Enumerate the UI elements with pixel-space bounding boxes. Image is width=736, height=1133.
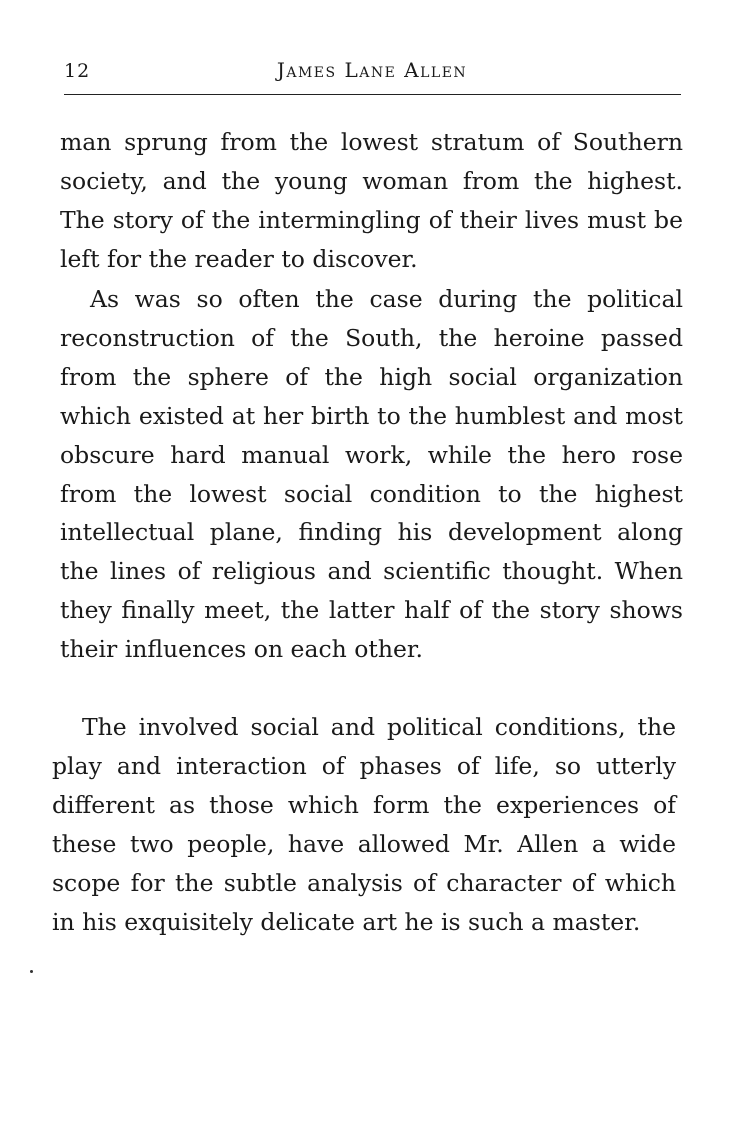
paragraph-2: As was so often the case during the political reconstruction of the South, the heroine passed from the sphere of the high social organization which existed at her birth to the humblest and most obscure hard manual work, while the hero rose from the lowest social condition to the highest intellectual plane, finding his development along the lines of religious and scientific thought. When they finally meet, the latter half of the story shows their influences on each other.	[60, 285, 683, 664]
paragraph-1: man sprung from the lowest stratum of Southern society, and the young woman from the highest. The story of the intermingling of their lives must be left for the reader to discover.	[60, 128, 683, 273]
paragraph-3: The involved social and political conditions, the play and interaction of phases of life, so utterly different as those which form the experiences of these two people, have allowed Mr. Allen a wide scope for the subtle analysis of character of which in his exquisitely delicate art he is such a master.	[52, 713, 676, 936]
running-title: James Lane Allen	[276, 58, 468, 82]
running-head	[64, 56, 680, 86]
page-number: 12	[64, 60, 91, 82]
header-rule	[64, 94, 681, 95]
ink-speck	[30, 970, 33, 973]
